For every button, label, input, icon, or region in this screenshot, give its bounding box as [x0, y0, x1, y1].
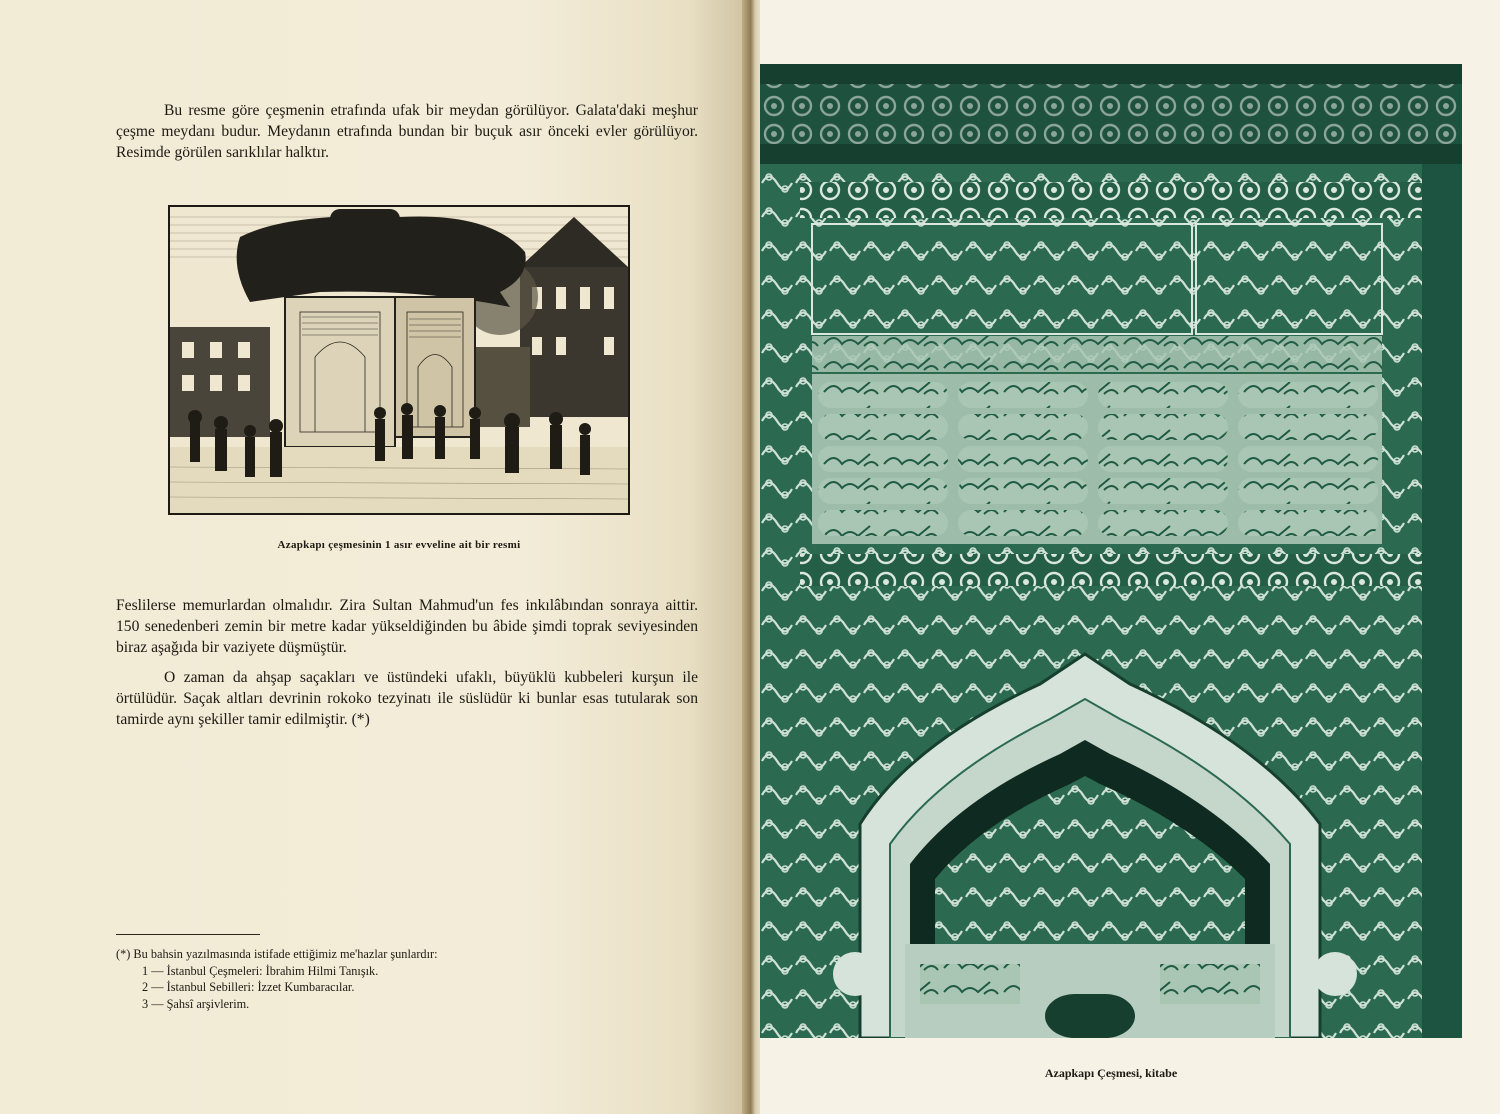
fountain-inscription-photo [760, 64, 1462, 1038]
footnote-item: 3 — Şahsî arşivlerim. [142, 996, 250, 1011]
footnote-item: 2 — İstanbul Sebilleri: İzzet Kumbaracılar. [142, 980, 355, 994]
footnote-rule [116, 934, 260, 935]
engraving-caption: Azapkapı çeşmesinin 1 asır evveline ait bir resmi [277, 539, 521, 551]
paragraph-1: Bu resme göre çeşmenin etrafında ufak bir meydan görülüyor. Galata'daki meşhur çeşme meydanı budur. Meydanın etrafında bundan bir buçuk asır önceki evler görülüyor. Resimde görülen sarıklılar halktır. [116, 102, 698, 161]
fountain-engraving [168, 205, 630, 515]
paragraph-3: O zaman da ahşap saçakları ve üstündeki ufaklı, büyüklü kubbeleri kurşun ile örtülüdür. Saçak altları devrinin rokoko tezyinatı ile süslüdür ki bunlar esas tutularak son tamirde aynı şekiller tamir edilmiştir. (*) [116, 669, 698, 728]
left-page [0, 0, 748, 1114]
footnote-intro: (*) Bu bahsin yazılmasında istifade ettiğimiz me'hazlar şunlardır: [116, 947, 438, 961]
footnote [116, 946, 716, 1012]
photo-caption: Azapkapı Çeşmesi, kitabe [1044, 1066, 1178, 1080]
footnote-item: 1 — İstanbul Çeşmeleri: İbrahim Hilmi Tanışık. [142, 963, 379, 978]
paragraph-2: Feslilerse memurlardan olmalıdır. Zira Sultan Mahmud'un fes inkılâbından sonraya aittir. 150 senedenberi zemin bir metre kadar yükseldiğinden bu âbide şimdi toprak seviyesinden biraz aşağıda bir vaziyete düşmüştür. [116, 597, 698, 656]
